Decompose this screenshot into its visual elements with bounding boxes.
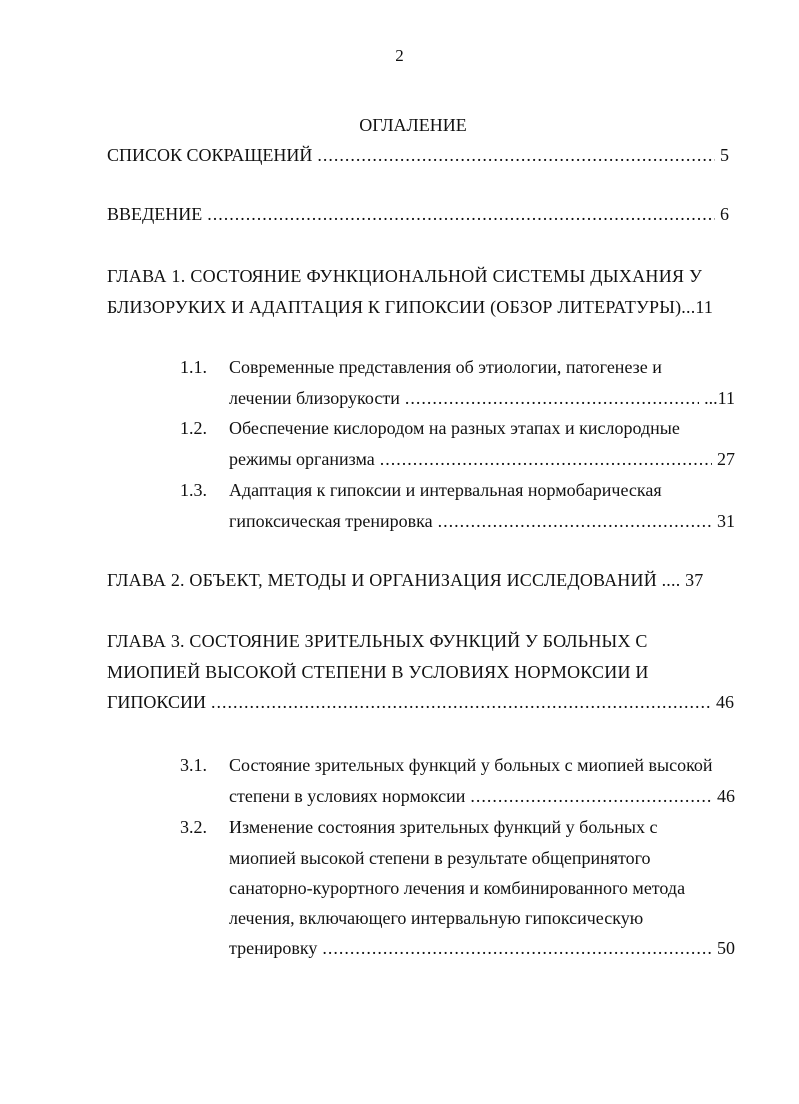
toc-entry-page: 6 [720,204,729,224]
section-page: 27 [717,449,735,469]
toc-title: ОГЛАЛЕНИЕ [359,115,467,135]
section-3-1-line1[interactable]: Состояние зрительных функций у больных с миопией высокой [229,755,713,775]
section-1-1-line1[interactable]: Современные представления об этиологии, патогенезе и [229,357,662,377]
section-1-3-last[interactable] [229,511,735,532]
chapter2-entry[interactable]: ГЛАВА 2. ОБЪЕКТ, МЕТОДЫ И ОРГАНИЗАЦИЯ ИССЛЕДОВАНИЙ .... 37 [107,570,704,590]
section-1-2-line1[interactable]: Обеспечение кислородом на разных этапах и кислородные [229,418,680,438]
section-3-1-last[interactable] [229,786,735,807]
chapter-text: ГИПОКСИИ [107,692,206,712]
leader-dots [405,388,699,409]
chapter-page: 46 [716,692,734,712]
leader-dots [207,204,715,225]
section-number: 1.3. [180,480,207,500]
leader-dots [438,511,712,532]
section-number: 1.2. [180,418,207,438]
section-text: тренировку [229,938,318,958]
section-3-2-line1[interactable]: Изменение состояния зрительных функций у больных с [229,817,658,837]
page-number: 2 [395,46,404,65]
leader-dots [380,449,712,470]
leader-dots [322,938,712,959]
section-number: 3.2. [180,817,207,837]
toc-entry-text: ВВЕДЕНИЕ [107,204,203,224]
leader-dots [317,145,715,166]
chapter3-last[interactable] [107,692,734,713]
section-3-2-line2[interactable]: миопией высокой степени в результате общепринятого [229,848,651,868]
toc-entry-text: СПИСОК СОКРАЩЕНИЙ [107,145,313,165]
chapter1-line2[interactable]: БЛИЗОРУКИХ И АДАПТАЦИЯ К ГИПОКСИИ (ОБЗОР ЛИТЕРАТУРЫ)...11 [107,297,714,317]
leader-dots [211,692,711,713]
section-text: гипоксическая тренировка [229,511,433,531]
section-number: 3.1. [180,755,207,775]
section-1-1-last[interactable] [229,388,735,409]
leader-dots [470,786,712,807]
section-3-2-line4[interactable]: лечения, включающего интервальную гипоксическую [229,908,644,928]
section-page: 46 [717,786,735,806]
chapter3-line1[interactable]: ГЛАВА 3. СОСТОЯНИЕ ЗРИТЕЛЬНЫХ ФУНКЦИЙ У БОЛЬНЫХ С [107,631,648,651]
toc-entry-introduction[interactable] [107,204,729,225]
section-3-2-line3[interactable]: санаторно-курортного лечения и комбинированного метода [229,878,686,898]
section-text: режимы организма [229,449,375,469]
section-text: лечении близорукости [229,388,400,408]
chapter3-line2[interactable]: МИОПИЕЙ ВЫСОКОЙ СТЕПЕНИ В УСЛОВИЯХ НОРМОКСИИ И [107,662,649,682]
section-number: 1.1. [180,357,207,377]
section-text: степени в условиях нормоксии [229,786,466,806]
section-1-2-last[interactable] [229,449,735,470]
chapter1-line1[interactable]: ГЛАВА 1. СОСТОЯНИЕ ФУНКЦИОНАЛЬНОЙ СИСТЕМЫ ДЫХАНИЯ У [107,266,703,286]
toc-entry-page: 5 [720,145,729,165]
section-page: 31 [717,511,735,531]
section-3-2-last[interactable] [229,938,735,959]
section-1-3-line1[interactable]: Адаптация к гипоксии и интервальная нормобарическая [229,480,662,500]
section-page: 50 [717,938,735,958]
section-page: ...11 [704,388,735,408]
toc-entry-abbreviations[interactable] [107,145,729,166]
